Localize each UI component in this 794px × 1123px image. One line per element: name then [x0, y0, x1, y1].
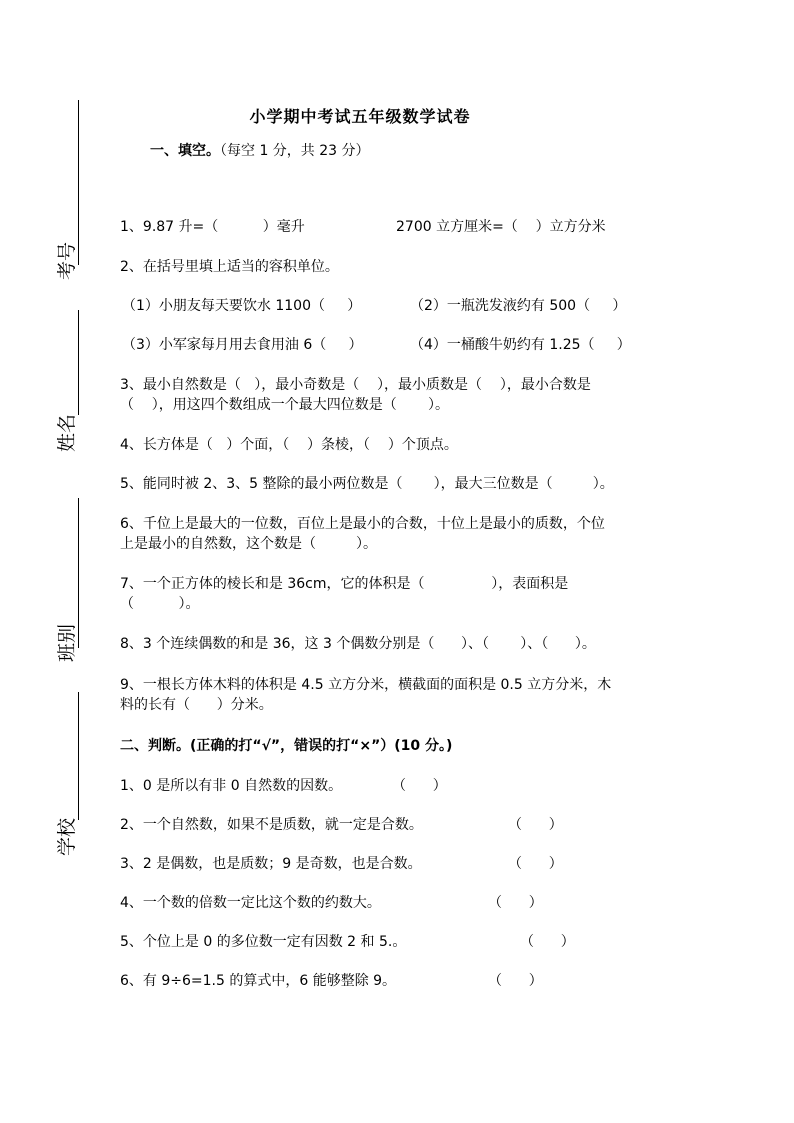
section1-heading-label: 一、填空。	[150, 143, 220, 159]
question-2-1: （1）小朋友每天要饮水 1100（ ）	[122, 298, 362, 314]
xingming-label: 姓名	[56, 413, 78, 452]
question-6-line2: 上是最小的自然数，这个数是（ ）。	[120, 536, 378, 552]
question-6-line1: 6、千位上是最大的一位数，百位上是最小的合数，十位上是最小的质数，个位	[120, 516, 605, 532]
section2-heading: 二、判断。(正确的打“√”，错误的打“×”）(10 分。)	[120, 738, 453, 754]
binding-margin	[52, 100, 82, 860]
xuexiao-label: 学校	[56, 817, 78, 856]
judge-answer-blank-3: （ ）	[508, 856, 563, 872]
judge-item-1: 1、0 是所以有非 0 自然数的因数。	[120, 778, 343, 794]
judge-answer-blank-6: （ ）	[488, 973, 543, 989]
question-1b: 2700 立方厘米=（ ）立方分米	[396, 219, 606, 235]
judge-answer-blank-5: （ ）	[520, 934, 575, 950]
judge-item-4: 4、一个数的倍数一定比这个数的约数大。	[120, 895, 381, 911]
question-1a: 1、9.87 升=（ ）毫升	[120, 219, 305, 235]
judge-item-3: 3、2 是偶数，也是质数；9 是奇数，也是合数。	[120, 856, 422, 872]
question-5: 5、能同时被 2、3、5 整除的最小两位数是（ ），最大三位数是（ ）。	[120, 476, 614, 492]
judge-answer-blank-1: （ ）	[392, 778, 447, 794]
judge-item-5: 5、个位上是 0 的多位数一定有因数 2 和 5.。	[120, 934, 407, 950]
question-2-3: （3）小军家每月用去食用油 6（ ）	[122, 337, 363, 353]
banbie-label: 班别	[56, 623, 78, 662]
question-4: 4、长方体是（ ）个面，（ ）条棱，（ ）个顶点。	[120, 437, 458, 453]
question-7-line2: （ ）。	[120, 596, 200, 612]
question-8: 8、3 个连续偶数的和是 36，这 3 个偶数分别是（ ）、（ ）、（ ）。	[120, 636, 596, 652]
xingming-blank-line	[78, 310, 79, 415]
xuexiao-blank-line	[78, 692, 79, 820]
kaohao-label: 考号	[56, 241, 78, 280]
question-3-line1: 3、最小自然数是（ ），最小奇数是（ ），最小质数是（ ），最小合数是	[120, 377, 591, 393]
judge-answer-blank-4: （ ）	[488, 895, 543, 911]
judge-item-2: 2、一个自然数，如果不是质数，就一定是合数。	[120, 817, 423, 833]
question-9-line1: 9、一根长方体木料的体积是 4.5 立方分米，横截面的面积是 0.5 立方分米，木	[120, 677, 612, 693]
question-2-4: （4）一桶酸牛奶约有 1.25（ ）	[410, 337, 631, 353]
question-9-line2: 料的长有（ ）分米。	[120, 697, 273, 713]
judge-item-6: 6、有 9÷6=1.5 的算式中，6 能够整除 9。	[120, 973, 397, 989]
question-7-line1: 7、一个正方体的棱长和是 36cm，它的体积是（ ），表面积是	[120, 576, 569, 592]
question-2: 2、在括号里填上适当的容积单位。	[120, 259, 339, 275]
question-3-line2: （ ），用这四个数组成一个最大四位数是（ ）。	[120, 397, 449, 413]
judge-answer-blank-2: （ ）	[508, 817, 563, 833]
banbie-blank-line	[78, 498, 79, 648]
section1-heading	[150, 140, 370, 160]
question-2-2: （2）一瓶洗发液约有 500（ ）	[410, 298, 627, 314]
page-title: 小学期中考试五年级数学试卷	[249, 107, 471, 126]
section1-score-note: （每空 1 分，共 23 分）	[220, 143, 370, 159]
